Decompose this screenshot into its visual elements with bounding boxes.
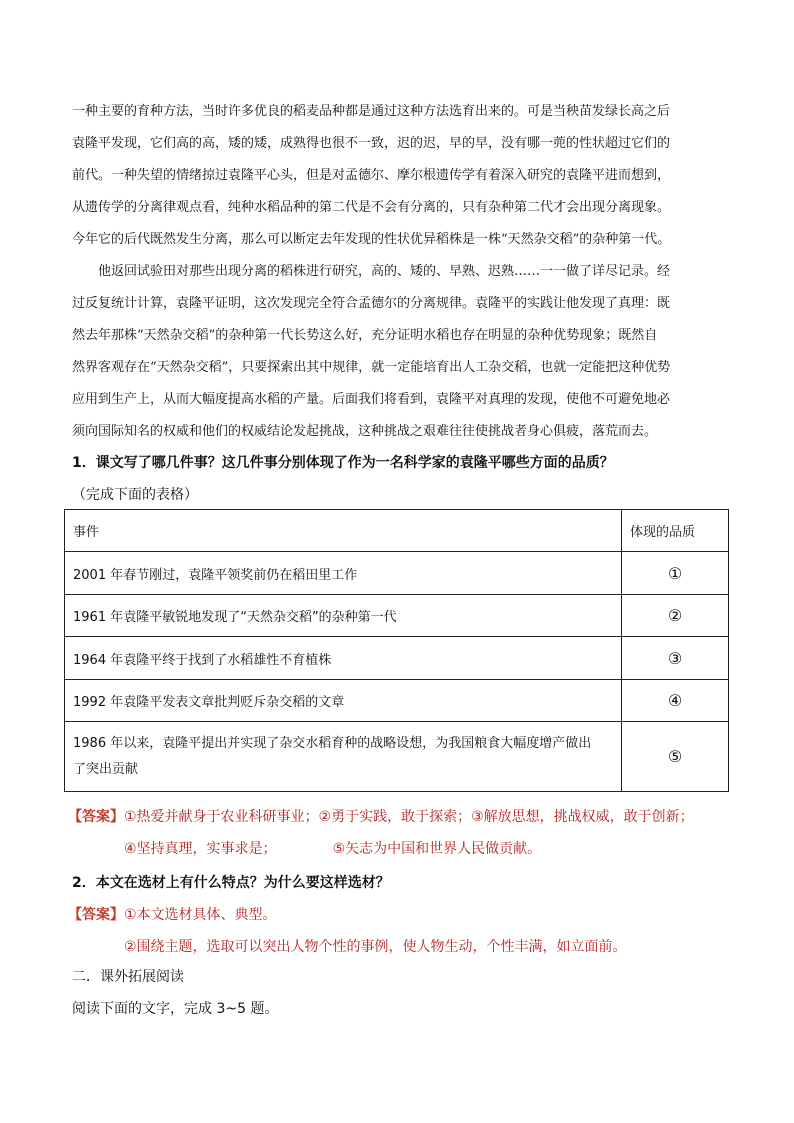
- quality-cell: ②: [622, 595, 729, 637]
- passage-line: 一种主要的育种方法，当时许多优良的稻麦品种都是通过这种方法选育出来的。可是当秧苗发绿长高之后: [72, 104, 671, 119]
- passage-line: 须向国际知名的权威和他们的权威结论发起挑战，这种挑战之艰难往往使挑战者身心俱疲，落荒而去。: [72, 424, 658, 439]
- event-line: 了突出贡献: [73, 761, 139, 777]
- passage-line: 然界客观存在“天然杂交稻”，只要探索出其中规律，就一定能培育出人工杂交稻，也就一定能把这种优势: [72, 360, 671, 375]
- passage-line: 前代。一种失望的情绪掠过袁隆平心头，但是对孟德尔、摩尔根遗传学有着深入研究的袁隆平进而想到，: [72, 168, 671, 183]
- passage-line: 过反复统计计算，袁隆平证明，这次发现完全符合孟德尔的分离规律。袁隆平的实践让他发现了真理：既: [72, 296, 671, 311]
- reading-passage: [72, 96, 724, 448]
- quality-cell: ③: [622, 637, 729, 680]
- question-1-title: 1．课文写了哪几件事？这几件事分别体现了作为一名科学家的袁隆平哪些方面的品质？: [72, 455, 614, 471]
- answer-text: ④坚持真理，实事求是；: [124, 841, 277, 857]
- event-cell: 1964 年袁隆平终于找到了水稻雄性不育植株: [65, 637, 622, 680]
- header-event: 事件: [65, 510, 622, 552]
- table-row: [65, 680, 729, 722]
- events-table: [64, 509, 729, 792]
- quality-cell: ⑤: [622, 722, 729, 792]
- table-row: [65, 637, 729, 680]
- table-instruction: （完成下面的表格）: [72, 487, 198, 503]
- quality-cell: ④: [622, 680, 729, 722]
- passage-line: 他返回试验田对那些出现分离的稻株进行研究，高的、矮的、早熟、迟熟……一一做了详尽记录。经: [98, 264, 671, 279]
- passage-line: 然去年那株“天然杂交稻”的杂种第一代长势这么好，充分证明水稻也存在明显的杂种优势现象；既然自: [72, 328, 658, 343]
- section-instruction: 阅读下面的文字，完成 3~5 题。: [72, 1001, 279, 1017]
- answer-text: ①本文选材具体、典型。: [124, 907, 277, 923]
- event-cell: 1992 年袁隆平发表文章批判贬斥杂交稻的文章: [65, 680, 622, 722]
- passage-line: 应用到生产上，从而大幅度提高水稻的产量。后面我们将看到，袁隆平对真理的发现，使他不可避免地必: [72, 392, 671, 407]
- passage-line: 从遗传学的分离律观点看，纯种水稻品种的第二代是不会有分离的，只有杂种第二代才会出现分离现象。: [72, 200, 671, 215]
- header-quality: 体现的品质: [622, 510, 729, 552]
- table-row: [65, 552, 729, 595]
- answer-text: ②围绕主题，选取可以突出人物个性的事例，使人物生动，个性丰满，如立面前。: [124, 939, 627, 955]
- answer-tag: 【答案】: [68, 907, 124, 923]
- event-cell: 2001 年春节刚过，袁隆平领奖前仍在稻田里工作: [65, 552, 622, 595]
- answer-2-line-2: [124, 936, 627, 956]
- answer-1-line-2: [124, 838, 541, 858]
- table-header-row: [65, 510, 729, 552]
- passage-line: 今年它的后代既然发生分离，那么可以断定去年发现的性状优异稻株是一株“天然杂交稻”的杂种第一代。: [72, 232, 671, 247]
- event-line: 1986 年以来，袁隆平提出并实现了杂交水稻育种的战略设想，为我国粮食大幅度增产做出: [73, 735, 592, 751]
- quality-cell: ①: [622, 552, 729, 595]
- passage-line: 袁隆平发现，它们高的高，矮的矮，成熟得也很不一致，迟的迟，早的早，没有哪一蔸的性状超过它们的: [72, 136, 671, 151]
- table-row: [65, 722, 729, 792]
- section-title: 二．课外拓展阅读: [72, 969, 184, 985]
- answer-text: ⑤矢志为中国和世界人民做贡献。: [332, 841, 542, 857]
- table-row: [65, 595, 729, 637]
- answer-text: ①热爱并献身于农业科研事业；②勇于实践，敢于探索；③解放思想，挑战权威，敢于创新；: [124, 809, 694, 825]
- answer-tag: 【答案】: [68, 809, 124, 825]
- event-cell: [65, 722, 622, 792]
- answer-1-line-1: [68, 806, 694, 826]
- question-2-title: 2．本文在选材上有什么特点？为什么要这样选材？: [72, 875, 390, 891]
- event-cell: 1961 年袁隆平敏锐地发现了“天然杂交稻”的杂种第一代: [65, 595, 622, 637]
- answer-2-line-1: [68, 904, 277, 924]
